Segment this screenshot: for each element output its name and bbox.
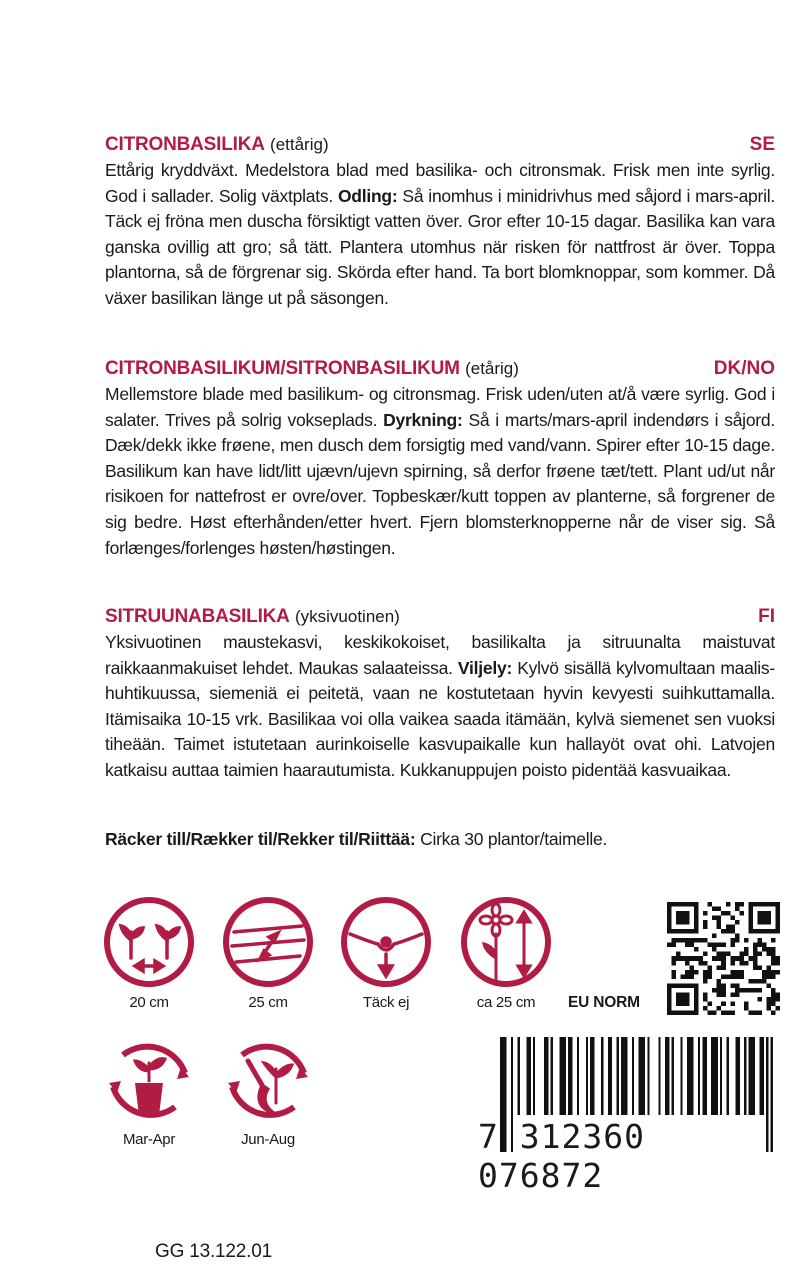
section-title: CITRONBASILIKA xyxy=(105,134,265,155)
section-header xyxy=(105,357,775,381)
harvest-period-label: Jun-Aug xyxy=(241,1131,295,1148)
body-text-2: Så inomhus i minidrivhus med såjord i mars-april. Täck ej fröna men duscha försiktigt vatten över. Gror efter 10-15 dagar. Basilika kan vara ganska ovillig att gro; så tätt. Plantera utomhus när risken för nattfrost är över. Toppa plantorna, så de förgrenar sig. Skörda efter hand. Ta bort blomknoppar, som kommer. Då växer basilikan länge ut på säsongen. xyxy=(105,185,776,308)
qr-code-icon xyxy=(667,902,780,1015)
section-body xyxy=(105,158,775,312)
sowing-indoor-icon xyxy=(103,1033,195,1125)
yield-label: Räcker till/Rækker til/Rekker til/Riittää: xyxy=(105,829,416,849)
body-bold: Odling: xyxy=(337,185,398,206)
section-subtitle: (ettårig) xyxy=(270,135,329,154)
body-text-2: Så i marts/mars-april indendørs i såjord. Dæk/dekk ikke frøene, men dusch dem forsigtig med vand/vann. Spirer efter 10-15 dage. Basilikum kan have lidt/litt ujævn/ujevn spirning, så derfor frøene tæt/tett. Plant ud/ut når risikoen for nattefrost er ovre/over. Topbeskær/kutt toppen av planterne, så forgrener de sig bedre. Høst efterhånden/etter hvert. Fjern blomsterknopperne når de viser sig. Så forlænges/forlenges høsten/høstingen. xyxy=(105,409,775,558)
section-title: SITRUUNABASILIKA xyxy=(105,606,290,627)
section-body xyxy=(105,630,775,784)
language-code: DK/NO xyxy=(713,358,775,379)
section-se xyxy=(105,133,775,312)
language-code: SE xyxy=(749,134,775,155)
product-code: GG 13.122.01 xyxy=(155,1241,272,1262)
barcode-number: 7 312360 076872 xyxy=(478,1117,645,1195)
body-text-1: Mellemstore blade med basilikum- og citronsmag. Frisk uden/uten at/å være syrlig. God i salater. Trives på solrig vokseplads. xyxy=(105,384,775,430)
section-subtitle: (etårig) xyxy=(465,359,519,378)
yield-value: Cirka 30 plantor/taimelle. xyxy=(415,829,608,849)
language-code: FI xyxy=(758,606,775,627)
section-dk-no xyxy=(105,357,775,561)
section-subtitle: (yksivuotinen) xyxy=(294,607,400,626)
plant-height-label: ca 25 cm xyxy=(476,994,536,1011)
eu-norm-label: EU NORM xyxy=(568,994,640,1011)
sowing-depth-label: Täck ej xyxy=(362,994,410,1011)
section-header xyxy=(105,605,775,629)
body-bold: Dyrkning: xyxy=(383,409,463,430)
sowing-period-label: Mar-Apr xyxy=(122,1131,176,1148)
body-text-2: Kylvö sisällä kylvomultaan maalis-huhtikuussa, siemeniä ei peitetä, vaan ne kostutetaan hyvin kevyesti suihkuttamalla. Itämisaika 10-15 vrk. Basilikaa voi olla vaikea saada itämään, kylvä siemenet sen vuoksi tiheään. Taimet istutetaan aurinkoiselle kasvupaikalle kun hallayöt ovat ohi. Latvojen katkaisu auttaa taimien haarautumista. Kukkanuppujen poisto pidentää kasvuaikaa. xyxy=(105,657,775,780)
harvest-icon xyxy=(222,1033,314,1125)
body-text-1: Yksivuotinen maustekasvi, keskikokoiset, basilikalta ja sitruunalta maistuvat raikkaanmakuiset lehdet. Maukas salaateissa. xyxy=(105,632,775,678)
section-header xyxy=(105,133,775,157)
row-spacing-icon xyxy=(222,896,314,988)
plant-height-icon xyxy=(460,896,552,988)
plant-spacing-label: 20 cm xyxy=(129,994,169,1011)
body-text-1: Ettårig kryddväxt. Medelstora blad med basilika- och citronsmak. Frisk men inte syrlig. God i sallader. Solig växtplats. xyxy=(105,160,775,206)
sowing-depth-icon xyxy=(340,896,432,988)
row-spacing-label: 25 cm xyxy=(248,994,288,1011)
plant-spacing-icon xyxy=(103,896,195,988)
section-body xyxy=(105,382,775,561)
yield-line xyxy=(105,829,607,850)
section-fi xyxy=(105,605,775,784)
section-title: CITRONBASILIKUM/SITRONBASILIKUM xyxy=(105,358,460,379)
body-bold: Viljely: xyxy=(457,657,513,678)
